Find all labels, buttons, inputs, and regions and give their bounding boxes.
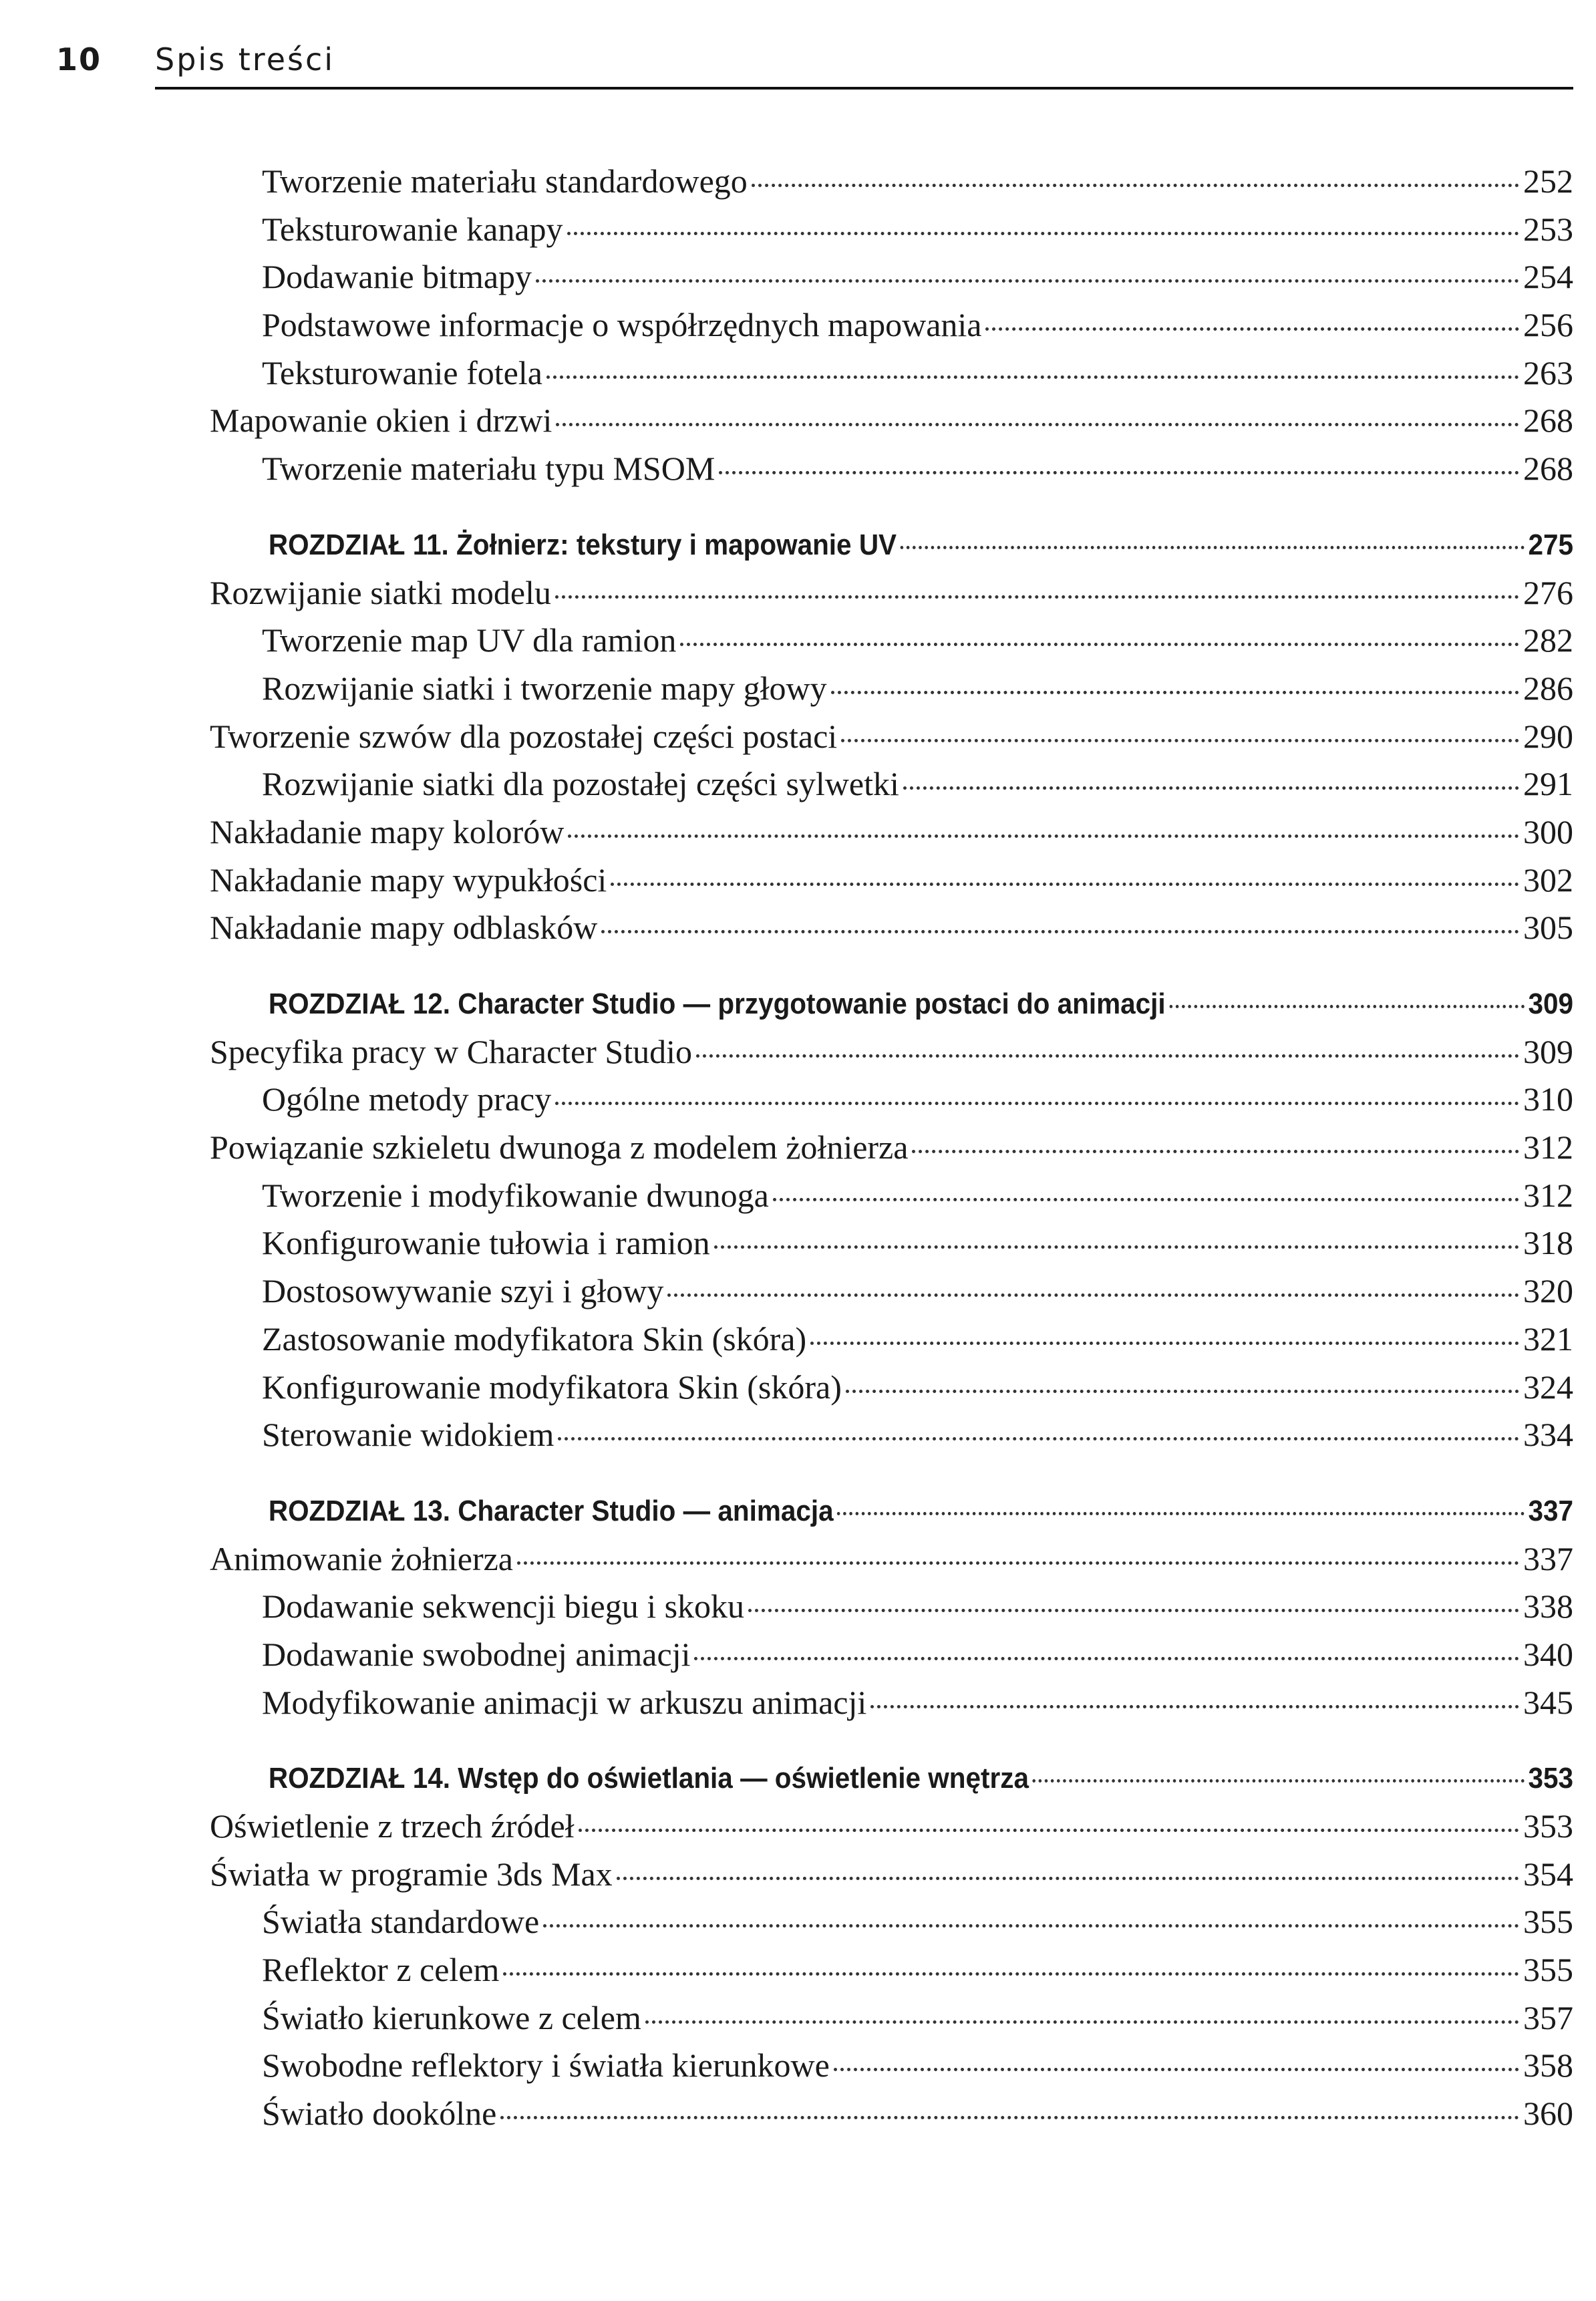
dot-leader [667, 1293, 1519, 1297]
dot-leader [1032, 1779, 1524, 1783]
toc-entry-page: 268 [1523, 450, 1573, 488]
toc-entry-title: Tworzenie materiału standardowego [262, 162, 748, 200]
toc-entry-title: Tworzenie materiału typu MSOM [262, 450, 715, 488]
toc-entry-title: Dodawanie bitmapy [262, 258, 532, 296]
dot-leader [543, 1924, 1519, 1928]
dot-leader [568, 834, 1519, 838]
toc-entry-title: ROZDZIAŁ 12. Character Studio — przygotowanie postaci do animacji [268, 987, 1166, 1020]
toc-entry-page: 305 [1523, 909, 1573, 947]
dot-leader [834, 2067, 1519, 2071]
dot-leader [912, 1149, 1519, 1153]
toc-entry-page: 320 [1523, 1272, 1573, 1310]
running-header [47, 41, 1573, 88]
toc-entry-page: 334 [1523, 1416, 1573, 1454]
dot-leader [985, 327, 1519, 331]
toc-entry-page: 353 [1523, 1807, 1573, 1845]
dot-leader [841, 738, 1519, 742]
dot-leader [645, 2020, 1519, 2024]
toc-entry-title: Modyfikowanie animacji w arkuszu animacji [262, 1683, 867, 1721]
toc-entry-page: 353 [1528, 1762, 1573, 1795]
toc-entry[interactable] [0, 1076, 1573, 1124]
toc-entry[interactable] [0, 1219, 1573, 1267]
toc-entry-page: 318 [1523, 1224, 1573, 1262]
toc-entry[interactable] [0, 1267, 1573, 1316]
toc-entry-page: 324 [1523, 1368, 1573, 1406]
toc-entry-page: 310 [1523, 1080, 1573, 1118]
toc-entry-page: 358 [1523, 2046, 1573, 2085]
toc-entry-page: 355 [1523, 1951, 1573, 1989]
toc-entry[interactable] [0, 665, 1573, 713]
dot-leader [696, 1054, 1519, 1058]
toc-entry[interactable] [0, 1851, 1573, 1899]
toc-entry-title: Światło dookólne [262, 2095, 497, 2133]
dot-leader [500, 2115, 1519, 2119]
toc-entry-title: Animowanie żołnierza [210, 1539, 513, 1577]
toc-entry-title: Konfigurowanie modyfikatora Skin (skóra) [262, 1368, 842, 1406]
toc-entry-title: Światła w programie 3ds Max [210, 1855, 613, 1893]
dot-leader [555, 1101, 1519, 1105]
dot-leader [752, 183, 1519, 187]
toc-entry-page: 337 [1528, 1494, 1573, 1527]
toc-entry-title: Teksturowanie fotela [262, 353, 542, 392]
toc-chapter-entry[interactable] [126, 1754, 1573, 1803]
toc-entry[interactable] [0, 1803, 1573, 1851]
dot-leader [748, 1608, 1519, 1612]
toc-entry[interactable] [0, 1583, 1573, 1631]
toc-entry-title: Tworzenie i modyfikowanie dwunoga [262, 1176, 769, 1214]
toc-entry-page: 338 [1523, 1587, 1573, 1626]
toc-entry-title: Swobodne reflektory i światła kierunkowe [262, 2046, 830, 2085]
toc-entry[interactable] [0, 2042, 1573, 2090]
toc-entry-title: Tworzenie szwów dla pozostałej części postaci [210, 717, 838, 755]
toc-entry-title: Tworzenie map UV dla ramion [262, 621, 677, 659]
toc-chapter-entry[interactable] [126, 980, 1573, 1028]
dot-leader [567, 231, 1519, 235]
toc-entry-title: Zastosowanie modyfikatora Skin (skóra) [262, 1320, 807, 1358]
dot-leader [617, 1876, 1519, 1880]
toc-entry-page: 286 [1523, 669, 1573, 707]
toc-entry-page: 253 [1523, 210, 1573, 248]
dot-leader [870, 1704, 1519, 1708]
toc-entry-page: 357 [1523, 1998, 1573, 2036]
toc-entry-title: Nakładanie mapy kolorów [210, 812, 565, 851]
toc-entry[interactable] [0, 760, 1573, 808]
dot-leader [846, 1389, 1519, 1393]
toc-entry-page: 345 [1523, 1683, 1573, 1721]
running-title: Spis treści [155, 41, 335, 78]
dot-leader [901, 545, 1525, 549]
toc-entry-title: Dodawanie swobodnej animacji [262, 1635, 691, 1673]
toc-entry-title: Rozwijanie siatki i tworzenie mapy głowy [262, 669, 827, 707]
dot-leader [536, 279, 1519, 283]
toc-entry[interactable] [0, 349, 1573, 398]
toc-entry-page: 302 [1523, 861, 1573, 899]
toc-entry-page: 300 [1523, 812, 1573, 851]
toc-entry[interactable] [0, 1946, 1573, 1994]
toc-entry-page: 309 [1528, 987, 1573, 1020]
toc-entry-title: Rozwijanie siatki modelu [210, 573, 552, 611]
toc-chapter-entry[interactable] [126, 1487, 1573, 1535]
dot-leader [810, 1341, 1519, 1345]
toc-entry-page: 256 [1523, 306, 1573, 344]
toc-entry[interactable] [0, 1411, 1573, 1459]
dot-leader [714, 1245, 1519, 1249]
toc-entry-title: Specyfika pracy w Character Studio [210, 1032, 692, 1070]
toc-entry-title: Teksturowanie kanapy [262, 210, 563, 248]
toc-entry[interactable] [0, 1124, 1573, 1172]
toc-entry[interactable] [0, 397, 1573, 445]
toc-entry[interactable] [0, 904, 1573, 952]
toc-entry[interactable] [0, 808, 1573, 857]
toc-entry[interactable] [0, 1028, 1573, 1076]
dot-leader [503, 1972, 1519, 1976]
toc-entry[interactable] [0, 301, 1573, 349]
toc-entry-page: 360 [1523, 2095, 1573, 2133]
toc-entry-title: Światło kierunkowe z celem [262, 1998, 641, 2036]
toc-entry-page: 340 [1523, 1635, 1573, 1673]
toc-entry-title: ROZDZIAŁ 13. Character Studio — animacja [268, 1494, 834, 1527]
toc-entry-page: 321 [1523, 1320, 1573, 1358]
toc-entry[interactable] [0, 2090, 1573, 2138]
toc-chapter-entry[interactable] [126, 521, 1573, 569]
toc-entry[interactable] [0, 1898, 1573, 1946]
toc-entry-page: 354 [1523, 1855, 1573, 1893]
dot-leader [579, 1828, 1519, 1832]
toc-entry[interactable] [0, 1316, 1573, 1364]
header-rule [155, 87, 1573, 90]
dot-leader [517, 1561, 1519, 1565]
toc-entry-title: Reflektor z celem [262, 1951, 500, 1989]
toc-entry[interactable] [0, 617, 1573, 665]
toc-entry-title: Dodawanie sekwencji biegu i skoku [262, 1587, 745, 1626]
toc-entry-title: Konfigurowanie tułowia i ramion [262, 1224, 710, 1262]
toc-entry-title: Oświetlenie z trzech źródeł [210, 1807, 575, 1845]
toc-entry-title: ROZDZIAŁ 14. Wstęp do oświetlania — oświetlenie wnętrza [268, 1762, 1029, 1795]
toc-entry-page: 290 [1523, 717, 1573, 755]
toc-entry-page: 337 [1523, 1539, 1573, 1577]
toc-entry-title: Ogólne metody pracy [262, 1080, 552, 1118]
toc-entry-title: Powiązanie szkieletu dwunoga z modelem żołnierza [210, 1128, 909, 1167]
toc-entry[interactable] [0, 253, 1573, 301]
toc-entry-title: Nakładanie mapy wypukłości [210, 861, 607, 899]
dot-leader [558, 1436, 1519, 1440]
toc-entry-page: 312 [1523, 1176, 1573, 1214]
toc-entry-page: 263 [1523, 353, 1573, 392]
dot-leader [903, 786, 1519, 790]
toc-entry-title: Rozwijanie siatki dla pozostałej części sylwetki [262, 765, 899, 803]
toc-entry-page: 275 [1528, 528, 1573, 561]
toc-entry-title: Sterowanie widokiem [262, 1416, 554, 1454]
dot-leader [546, 375, 1519, 379]
page-number: 10 [56, 41, 102, 78]
toc-entry-page: 312 [1523, 1128, 1573, 1167]
toc-entry-title: ROZDZIAŁ 11. Żołnierz: tekstury i mapowanie UV [268, 528, 897, 561]
dot-leader [1169, 1004, 1525, 1008]
dot-leader [831, 690, 1519, 694]
toc-entry[interactable] [0, 158, 1573, 206]
toc-entry[interactable] [0, 857, 1573, 905]
toc-entry-page: 252 [1523, 162, 1573, 200]
toc-entry-title: Mapowanie okien i drzwi [210, 402, 552, 440]
dot-leader [611, 882, 1519, 886]
toc-entry[interactable] [0, 206, 1573, 254]
dot-leader [837, 1511, 1525, 1515]
toc-entry[interactable] [0, 1679, 1573, 1727]
toc-entry[interactable] [0, 1535, 1573, 1583]
toc-entry[interactable] [0, 1631, 1573, 1679]
toc-entry-page: 276 [1523, 573, 1573, 611]
toc-entry[interactable] [0, 713, 1573, 761]
toc-entry-title: Nakładanie mapy odblasków [210, 909, 598, 947]
dot-leader [601, 929, 1519, 933]
toc-entry-title: Dostosowywanie szyi i głowy [262, 1272, 664, 1310]
toc-entry[interactable] [0, 1172, 1573, 1220]
toc-entry-title: Podstawowe informacje o współrzędnych mapowania [262, 306, 982, 344]
toc-entry[interactable] [0, 569, 1573, 617]
table-of-contents [0, 158, 1573, 2138]
toc-entry[interactable] [0, 445, 1573, 493]
toc-entry-page: 282 [1523, 621, 1573, 659]
toc-entry[interactable] [0, 1364, 1573, 1412]
toc-entry-page: 254 [1523, 258, 1573, 296]
toc-entry[interactable] [0, 1994, 1573, 2042]
dot-leader [694, 1656, 1519, 1660]
toc-entry-page: 355 [1523, 1903, 1573, 1941]
toc-entry-page: 268 [1523, 402, 1573, 440]
dot-leader [680, 642, 1519, 646]
toc-entry-page: 291 [1523, 765, 1573, 803]
toc-entry-title: Światła standardowe [262, 1903, 540, 1941]
dot-leader [719, 470, 1519, 474]
dot-leader [555, 595, 1519, 599]
toc-entry-page: 309 [1523, 1032, 1573, 1070]
dot-leader [556, 422, 1519, 426]
dot-leader [773, 1197, 1519, 1201]
